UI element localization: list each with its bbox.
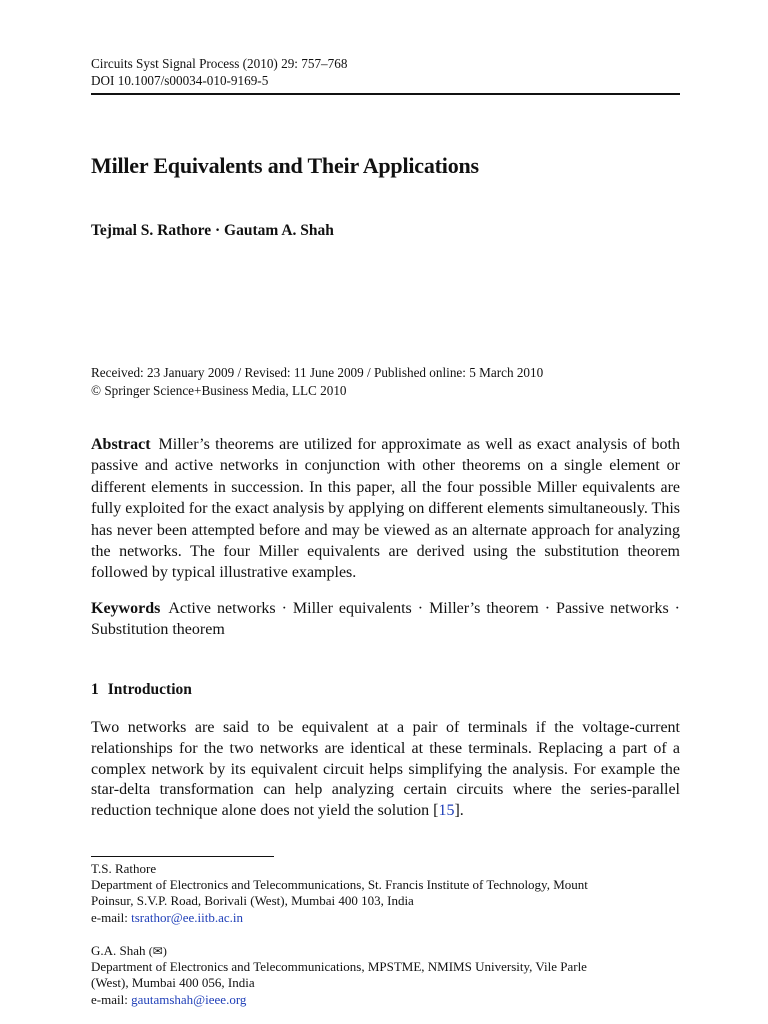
citation-link[interactable]: 15 bbox=[438, 802, 455, 820]
section-title: Introduction bbox=[107, 681, 192, 698]
affiliation-name-row bbox=[91, 943, 680, 959]
section-heading-introduction bbox=[91, 681, 192, 699]
affiliation-name: G.A. Shah bbox=[91, 943, 146, 958]
email-link[interactable]: gautamshah@ieee.org bbox=[131, 991, 247, 1007]
keywords bbox=[91, 598, 680, 640]
journal-header bbox=[91, 55, 347, 89]
affiliation-shah bbox=[91, 943, 680, 1008]
doi: DOI 10.1007/s00034-010-9169-5 bbox=[91, 73, 269, 88]
section-number: 1 bbox=[91, 681, 99, 698]
footnote-rule bbox=[91, 856, 274, 857]
keywords-label: Keywords bbox=[91, 600, 161, 617]
email-label: e-mail: bbox=[91, 909, 132, 925]
publication-history: Received: 23 January 2009 / Revised: 11 June 2009 / Published online: 5 March 2010 bbox=[91, 365, 544, 380]
header-rule bbox=[91, 93, 680, 95]
affiliation-address-line1: Department of Electronics and Telecommunications, St. Francis Institute of Technology, Mount bbox=[91, 877, 588, 893]
journal-citation: Circuits Syst Signal Process (2010) 29: 757–768 bbox=[91, 56, 348, 71]
publication-dates bbox=[91, 364, 543, 399]
envelope-icon: (✉) bbox=[148, 944, 167, 958]
affiliation-address-line2: (West), Mumbai 400 056, India bbox=[91, 975, 255, 991]
copyright-notice: © Springer Science+Business Media, LLC 2010 bbox=[91, 382, 347, 398]
affiliation-name: T.S. Rathore bbox=[91, 861, 157, 876]
introduction-paragraph bbox=[91, 718, 680, 822]
affiliation-rathore bbox=[91, 861, 680, 926]
affiliation-email-row bbox=[91, 992, 680, 1008]
keywords-text: Active networks · Miller equivalents · Miller’s theorem · Passive networks · Substitution theorem bbox=[91, 600, 680, 638]
affiliation-address-line2: Poinsur, S.V.P. Road, Borivali (West), Mumbai 400 103, India bbox=[91, 893, 414, 909]
email-link[interactable]: tsrathor@ee.iitb.ac.in bbox=[131, 909, 244, 925]
introduction-text: Two networks are said to be equivalent at a pair of terminals if the voltage-current relationships for the two networks are identical at these terminals. Replacing a part of a complex network by its equivalent circuit helps simplifying the analysis. For example the star-delta transformation can help analyzing certain circuits where the series-parallel reduction technique alone does not yield the solution bbox=[91, 719, 680, 820]
paper-title: Miller Equivalents and Their Applications bbox=[91, 153, 479, 178]
email-label: e-mail: bbox=[91, 991, 132, 1007]
abstract bbox=[91, 434, 680, 584]
citation-open: [ bbox=[433, 802, 439, 820]
author-list: Tejmal S. Rathore · Gautam A. Shah bbox=[91, 222, 334, 239]
citation-close: ]. bbox=[454, 802, 464, 820]
abstract-label: Abstract bbox=[91, 436, 151, 453]
affiliation-address-line1: Department of Electronics and Telecommunications, MPSTME, NMIMS University, Vile Parle bbox=[91, 959, 587, 975]
affiliation-email-row bbox=[91, 910, 680, 926]
abstract-text: Miller’s theorems are utilized for approximate as well as exact analysis of both passive and active networks in conjunction with other theorems on a single element or different elements in succession. In this paper, all the four possible Miller equivalents are fully exploited for the exact analysis by applying on different elements simultaneously. This has never been attempted before and may be viewed as an alternate approach for analyzing the networks. The four Miller equivalents are derived using the substitution theorem followed by typical illustrative examples. bbox=[91, 436, 680, 582]
